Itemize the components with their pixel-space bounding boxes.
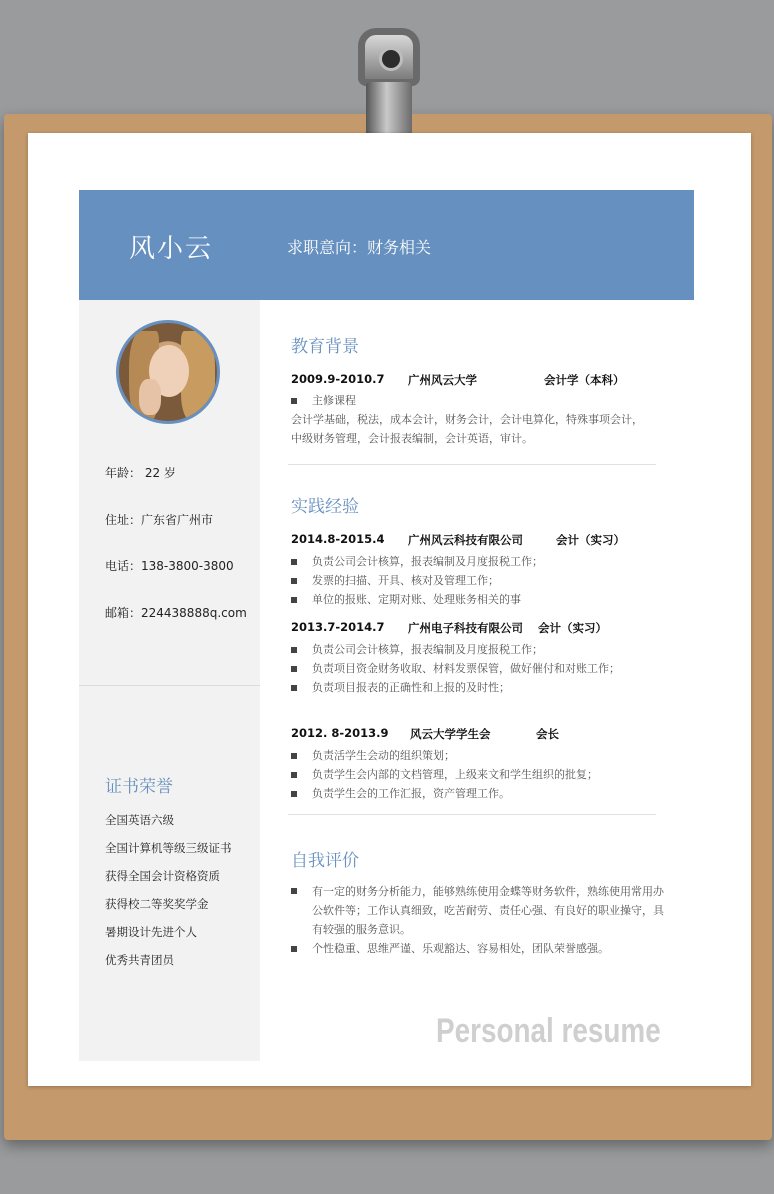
sidebar-divider [79,685,260,686]
bullet-icon [291,791,297,797]
job-intent: 求职意向：财务相关 [287,238,432,257]
personal-resume-watermark: Personal resume [436,1012,661,1050]
self-eval-line: 公软件等；工作认真细致，吃苦耐劳、责任心强、有良好的职业操守，具 [312,904,664,917]
section-divider [288,814,656,815]
course-line: 会计学基础，税法，成本会计，财务会计，会计电算化，特殊事项会计， [291,413,643,426]
bullet-icon [291,753,297,759]
job-period: 2013.7-2014.7 [291,620,385,634]
job-duty: 负责公司会计核算，报表编制及月度报税工作； [312,555,543,568]
avatar [116,320,220,424]
course-label: 主修课程 [312,394,356,407]
edu-major: 会计学（本科） [544,373,625,387]
job-role: 会计（实习） [556,533,625,547]
job-org: 广州风云科技有限公司 [408,533,523,547]
bullet-icon [291,398,297,404]
bullet-icon [291,647,297,653]
age-text: 年龄： 22 岁 [105,466,176,480]
self-eval-line: 有较强的服务意识。 [312,923,411,936]
email-text: 邮箱：224438888q.com [105,606,247,620]
edu-period: 2009.9-2010.7 [291,372,385,386]
bullet-icon [291,666,297,672]
certificate-item: 优秀共青团员 [105,953,174,967]
self-eval-title: 自我评价 [291,851,359,871]
certificate-item: 全国英语六级 [105,813,174,827]
job-duty: 负责活学生会动的组织策划； [312,749,455,762]
job-duty: 负责项目资金财务收取、材料发票保管，做好催付和对账工作； [312,662,620,675]
bullet-icon [291,559,297,565]
certificate-item: 获得全国会计资格资质 [105,869,220,883]
bullet-icon [291,685,297,691]
job-duty: 单位的报账、定期对账、处理账务相关的事 [312,593,521,606]
job-duty: 负责学生会的工作汇报，资产管理工作。 [312,787,510,800]
self-eval-line: 个性稳重、思维严谨、乐观豁达、容易相处，团队荣誉感强。 [312,942,609,955]
section-divider [288,464,656,465]
certificate-item: 暑期设计先进个人 [105,925,197,939]
address-text: 住址：广东省广州市 [105,513,214,527]
job-duty: 负责学生会内部的文档管理，上级来文和学生组织的批复； [312,768,598,781]
job-period: 2012. 8-2013.9 [291,726,389,740]
job-period: 2014.8-2015.4 [291,532,385,546]
job-role: 会长 [536,727,559,741]
bullet-icon [291,772,297,778]
certificate-item: 获得校二等奖奖学金 [105,897,209,911]
bullet-icon [291,888,297,894]
job-org: 广州电子科技有限公司 [408,621,523,635]
candidate-name: 风小云 [129,234,214,264]
sidebar [79,300,260,1061]
job-org: 风云大学学生会 [410,727,491,741]
edu-school: 广州风云大学 [408,373,477,387]
bullet-icon [291,946,297,952]
practice-title: 实践经验 [291,497,359,517]
bullet-icon [291,578,297,584]
certificate-item: 全国计算机等级三级证书 [105,841,232,855]
course-line: 中级财务管理，会计报表编制，会计英语，审计。 [291,432,533,445]
job-duty: 发票的扫描、开具、核对及管理工作； [312,574,499,587]
job-duty: 负责项目报表的正确性和上报的及时性； [312,681,510,694]
education-title: 教育背景 [291,337,359,357]
self-eval-line: 有一定的财务分析能力，能够熟练使用金蝶等财务软件，熟练使用常用办 [312,885,664,898]
bullet-icon [291,597,297,603]
resume-header [79,190,694,300]
job-role: 会计（实习） [538,621,607,635]
certificates-title: 证书荣誉 [105,777,173,797]
phone-text: 电话：138-3800-3800 [105,559,234,573]
job-duty: 负责公司会计核算，报表编制及月度报税工作； [312,643,543,656]
